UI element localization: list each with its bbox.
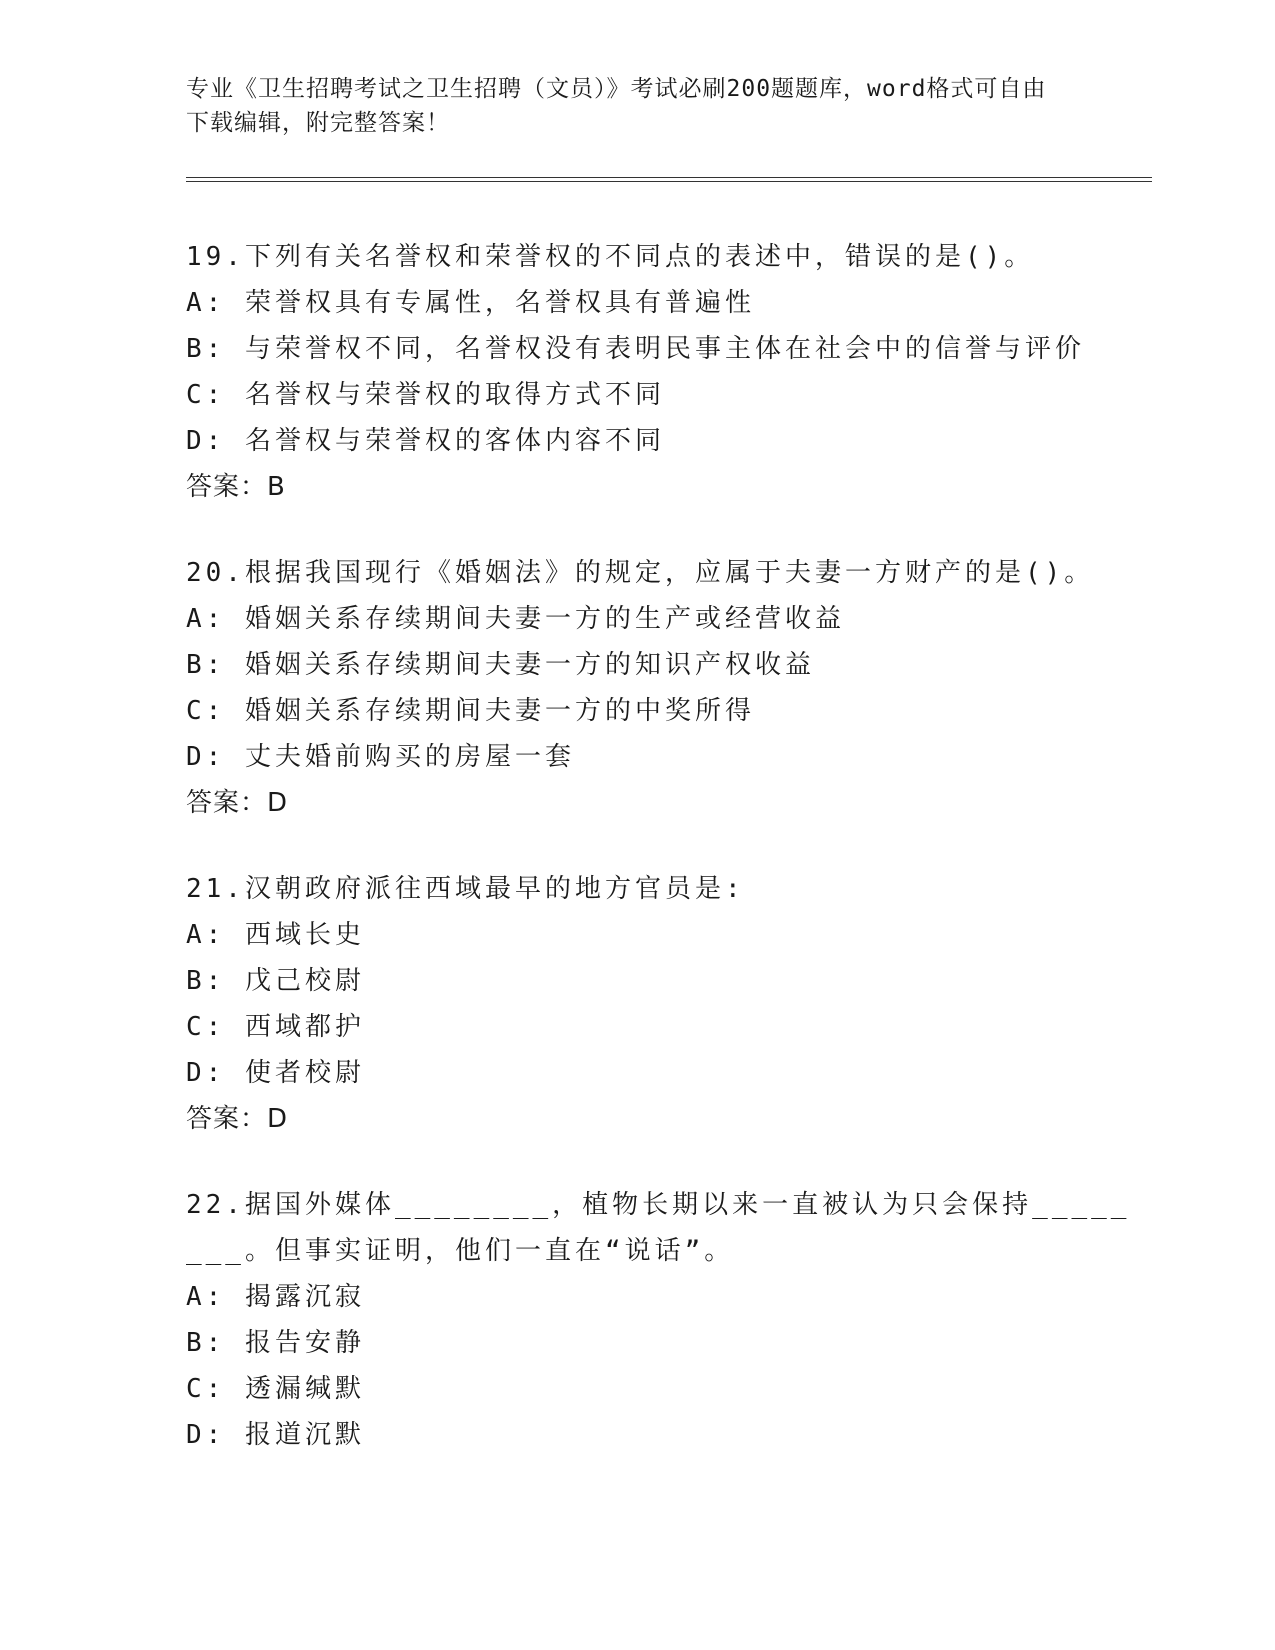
question-21 [186,866,1136,1142]
answer-label: 答案：D [186,1104,289,1134]
question-stem: 21.汉朝政府派往西域最早的地方官员是: [186,874,745,904]
question-list [186,234,1136,1498]
option-a: A: 揭露沉寂 [186,1282,365,1312]
question-stem: 20.根据我国现行《婚姻法》的规定，应属于夫妻一方财产的是()。 [186,558,1095,588]
question-stem: 19.下列有关名誉权和荣誉权的不同点的表述中，错误的是()。 [186,242,1035,272]
option-a: A: 西域长史 [186,920,365,950]
question-19 [186,234,1136,510]
option-d: D: 使者校尉 [186,1058,365,1088]
header-divider-bottom [186,181,1152,182]
option-b: B: 与荣誉权不同，名誉权没有表明民事主体在社会中的信誉与评价 [186,334,1085,364]
option-a: A: 荣誉权具有专属性，名誉权具有普遍性 [186,288,755,318]
option-b: B: 报告安静 [186,1328,365,1358]
question-20 [186,550,1136,826]
option-d: D: 报道沉默 [186,1420,365,1450]
header-divider-top [186,177,1152,178]
option-c: C: 婚姻关系存续期间夫妻一方的中奖所得 [186,696,755,726]
document-header: 专业《卫生招聘考试之卫生招聘（文员）》考试必刷200题题库，word格式可自由下载编辑，附完整答案！ [186,76,1047,136]
answer-label: 答案：D [186,788,289,818]
option-c: C: 透漏缄默 [186,1374,365,1404]
question-stem: 22.据国外媒体________，植物长期以来一直被认为只会保持________。但事实证明，他们一直在“说话”。 [186,1190,1131,1266]
option-c: C: 西域都护 [186,1012,365,1042]
option-d: D: 丈夫婚前购买的房屋一套 [186,742,575,772]
option-b: B: 戊己校尉 [186,966,365,996]
option-c: C: 名誉权与荣誉权的取得方式不同 [186,380,665,410]
option-a: A: 婚姻关系存续期间夫妻一方的生产或经营收益 [186,604,845,634]
option-b: B: 婚姻关系存续期间夫妻一方的知识产权收益 [186,650,815,680]
question-22 [186,1182,1136,1458]
option-d: D: 名誉权与荣誉权的客体内容不同 [186,426,665,456]
answer-label: 答案：B [186,472,286,502]
